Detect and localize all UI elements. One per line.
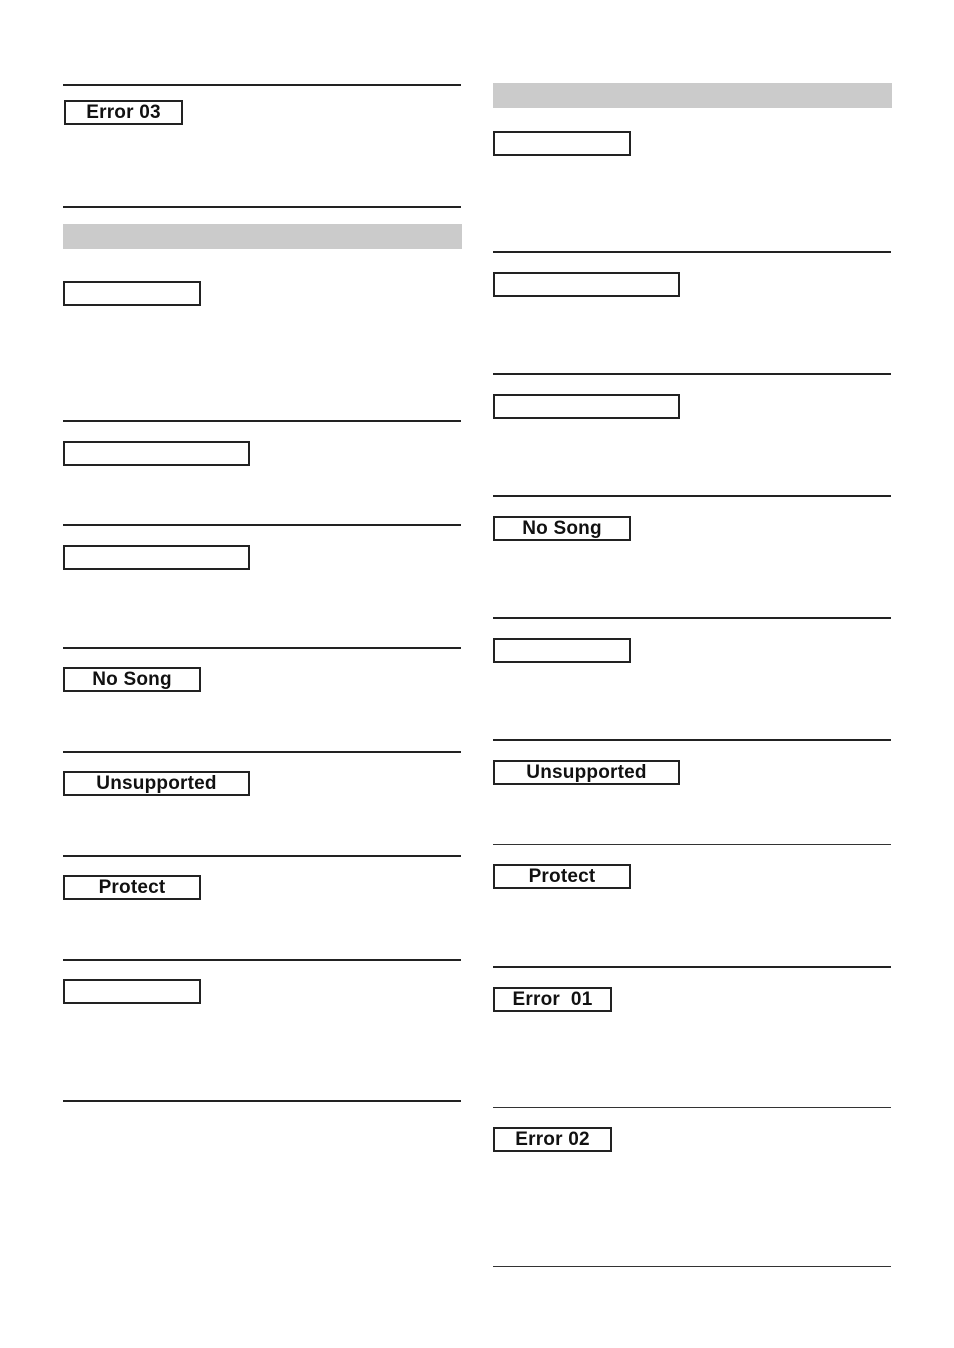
divider (63, 524, 461, 526)
display-box-blank (493, 272, 680, 297)
divider (493, 373, 891, 375)
display-box-unsupported: Unsupported (493, 760, 680, 785)
divider (493, 1266, 891, 1267)
divider (493, 966, 891, 968)
display-box-unsupported: Unsupported (63, 771, 250, 796)
display-box-protect: Protect (493, 864, 631, 889)
display-box-blank (63, 979, 201, 1004)
display-box-blank (493, 131, 631, 156)
divider (63, 84, 461, 86)
divider (493, 1107, 891, 1108)
divider (493, 495, 891, 497)
section-header-band (63, 224, 462, 249)
display-box-blank (63, 281, 201, 306)
display-box-blank (493, 638, 631, 663)
display-box-error-02: Error 02 (493, 1127, 612, 1152)
section-header-band (493, 83, 892, 108)
display-box-blank (493, 394, 680, 419)
display-box-blank (63, 441, 250, 466)
display-box-protect: Protect (63, 875, 201, 900)
divider (493, 739, 891, 741)
display-box-error-01: Error 01 (493, 987, 612, 1012)
divider (63, 751, 461, 753)
divider (493, 251, 891, 253)
divider (493, 617, 891, 619)
divider (63, 206, 461, 208)
display-box-blank (63, 545, 250, 570)
divider (63, 647, 461, 649)
divider (63, 959, 461, 961)
divider (63, 855, 461, 857)
divider (63, 1100, 461, 1102)
divider (63, 420, 461, 422)
divider (493, 844, 891, 845)
display-box-no-song: No Song (493, 516, 631, 541)
display-box-no-song: No Song (63, 667, 201, 692)
display-box-error-03: Error 03 (64, 100, 183, 125)
